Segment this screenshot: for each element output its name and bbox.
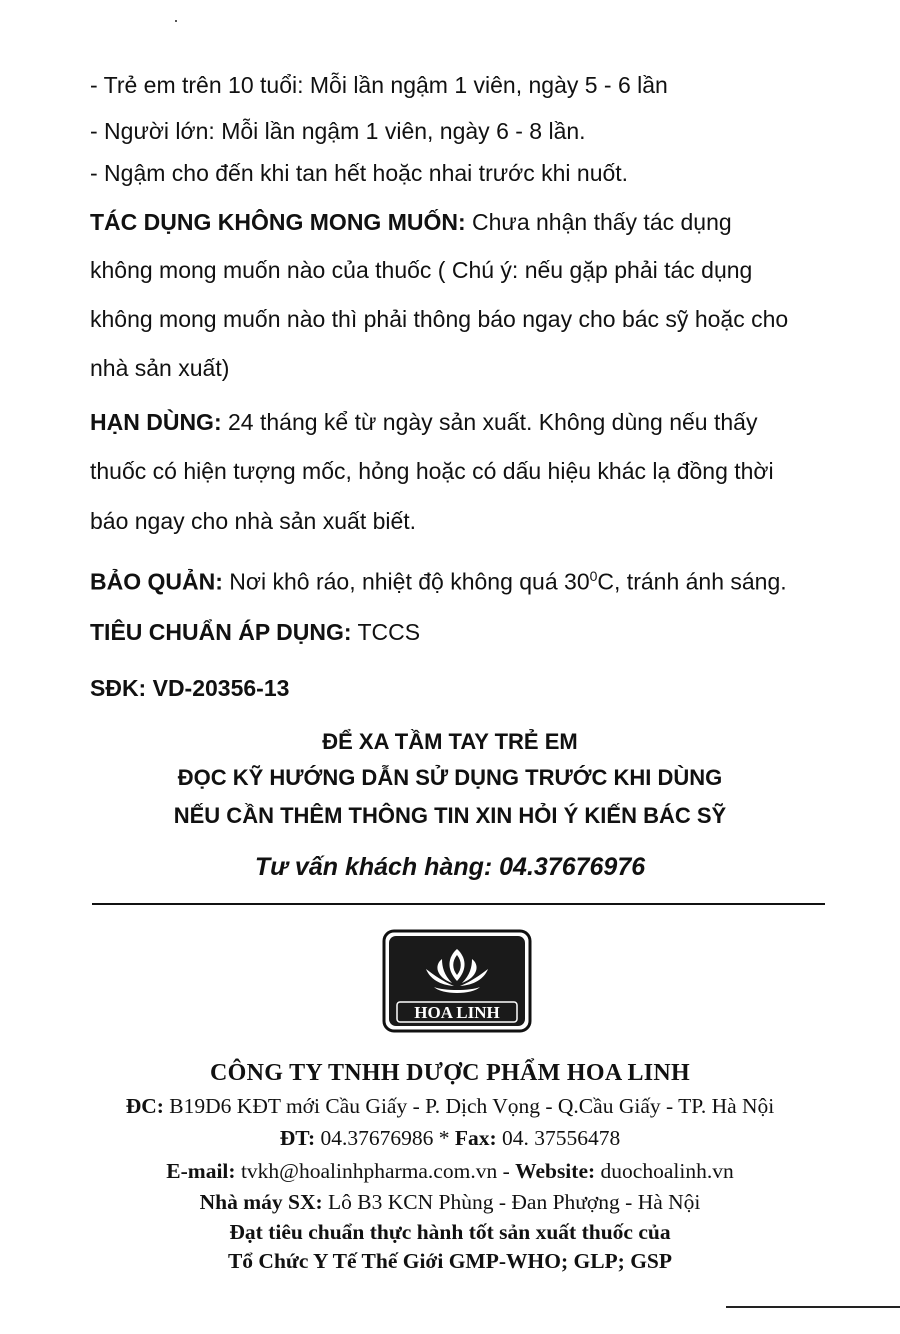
dosage-adults: - Người lớn: Mỗi lần ngậm 1 viên, ngày 6 - 8 lần. bbox=[90, 118, 586, 144]
storage-line bbox=[90, 562, 787, 596]
warning-ask-doctor: NẾU CẦN THÊM THÔNG TIN XIN HỎI Ý KIẾN BÁC SỸ bbox=[173, 803, 727, 828]
divider bbox=[92, 903, 825, 905]
phone-text: 04.37676986 bbox=[315, 1126, 434, 1150]
fax-label: Fax: bbox=[454, 1126, 497, 1150]
registration-number: SĐK: VD-20356-13 bbox=[90, 675, 290, 701]
website-text: duochoalinh.vn bbox=[595, 1159, 734, 1183]
bottom-divider bbox=[726, 1306, 900, 1308]
dosage-instruction: - Ngậm cho đến khi tan hết hoặc nhai trước khi nuốt. bbox=[90, 160, 629, 186]
expiry-label: HẠN DÙNG: bbox=[90, 409, 222, 435]
website-label: Website: bbox=[515, 1159, 596, 1183]
hotline-number: 04.37676976 bbox=[492, 853, 646, 881]
dosage-children: - Trẻ em trên 10 tuổi: Mỗi lần ngậm 1 viên, ngày 5 - 6 lần bbox=[90, 72, 668, 98]
storage-text-end: C, tránh ánh sáng. bbox=[597, 568, 787, 595]
address-label: ĐC: bbox=[125, 1094, 164, 1118]
company-email-website bbox=[0, 1158, 900, 1184]
phone-fax-separator: * bbox=[433, 1126, 455, 1150]
company-address bbox=[0, 1093, 900, 1119]
logo-text: HOA LINH bbox=[414, 1003, 500, 1022]
side-effects-label: TÁC DỤNG KHÔNG MONG MUỐN: bbox=[90, 209, 466, 235]
storage-text: Nơi khô ráo, nhiệt độ không quá 30 bbox=[222, 568, 590, 595]
standard-value: TCCS bbox=[351, 619, 421, 645]
customer-hotline bbox=[0, 852, 900, 882]
degree-sup: 0 bbox=[589, 568, 598, 584]
expiry-text: 24 tháng kể từ ngày sản xuất. Không dùng nếu thấy bbox=[221, 409, 758, 435]
email-text: tvkh@hoalinhpharma.com.vn bbox=[235, 1159, 498, 1183]
scan-speck bbox=[175, 20, 177, 22]
expiry-line3: báo ngay cho nhà sản xuất biết. bbox=[90, 508, 417, 534]
side-effects-line4: nhà sản xuất) bbox=[90, 355, 230, 381]
phone-label: ĐT: bbox=[279, 1126, 316, 1150]
expiry-line1 bbox=[90, 408, 757, 436]
expiry-line2: thuốc có hiện tượng mốc, hỏng hoặc có dấu hiệu khác lạ đồng thời bbox=[90, 458, 774, 484]
company-factory bbox=[0, 1189, 900, 1215]
hoa-linh-logo bbox=[382, 929, 532, 1033]
standard-label: TIÊU CHUẨN ÁP DỤNG: bbox=[90, 619, 352, 645]
certification-line1: Đạt tiêu chuẩn thực hành tốt sản xuất thuốc của bbox=[229, 1220, 671, 1244]
lotus-icon bbox=[382, 929, 532, 1033]
side-effects-line2: không mong muốn nào của thuốc ( Chú ý: nếu gặp phải tác dụng bbox=[90, 257, 753, 283]
certification-line2: Tổ Chức Y Tế Thế Giới GMP-WHO; GLP; GSP bbox=[227, 1249, 673, 1273]
factory-label: Nhà máy SX: bbox=[199, 1190, 323, 1214]
side-effects-text: Chưa nhận thấy tác dụng bbox=[465, 209, 732, 235]
warning-keep-away: ĐỂ XA TẦM TAY TRẺ EM bbox=[322, 729, 578, 754]
factory-text: Lô B3 KCN Phùng - Đan Phượng - Hà Nội bbox=[322, 1190, 701, 1214]
address-text: B19D6 KĐT mới Cầu Giấy - P. Dịch Vọng - Q.Cầu Giấy - TP. Hà Nội bbox=[163, 1094, 775, 1118]
fax-text: 04. 37556478 bbox=[496, 1126, 621, 1150]
company-name: CÔNG TY TNHH DƯỢC PHẨM HOA LINH bbox=[210, 1060, 690, 1086]
side-effects-line1 bbox=[90, 208, 732, 236]
email-label: E-mail: bbox=[166, 1159, 236, 1183]
warning-read-instructions: ĐỌC KỸ HƯỚNG DẪN SỬ DỤNG TRƯỚC KHI DÙNG bbox=[177, 765, 723, 790]
standard-line bbox=[90, 618, 420, 646]
side-effects-line3: không mong muốn nào thì phải thông báo ngay cho bác sỹ hoặc cho bbox=[90, 306, 789, 332]
storage-label: BẢO QUẢN: bbox=[90, 568, 223, 595]
hotline-label: Tư vấn khách hàng: bbox=[254, 853, 493, 881]
company-phone-fax bbox=[0, 1125, 900, 1151]
email-website-separator: - bbox=[497, 1159, 516, 1183]
